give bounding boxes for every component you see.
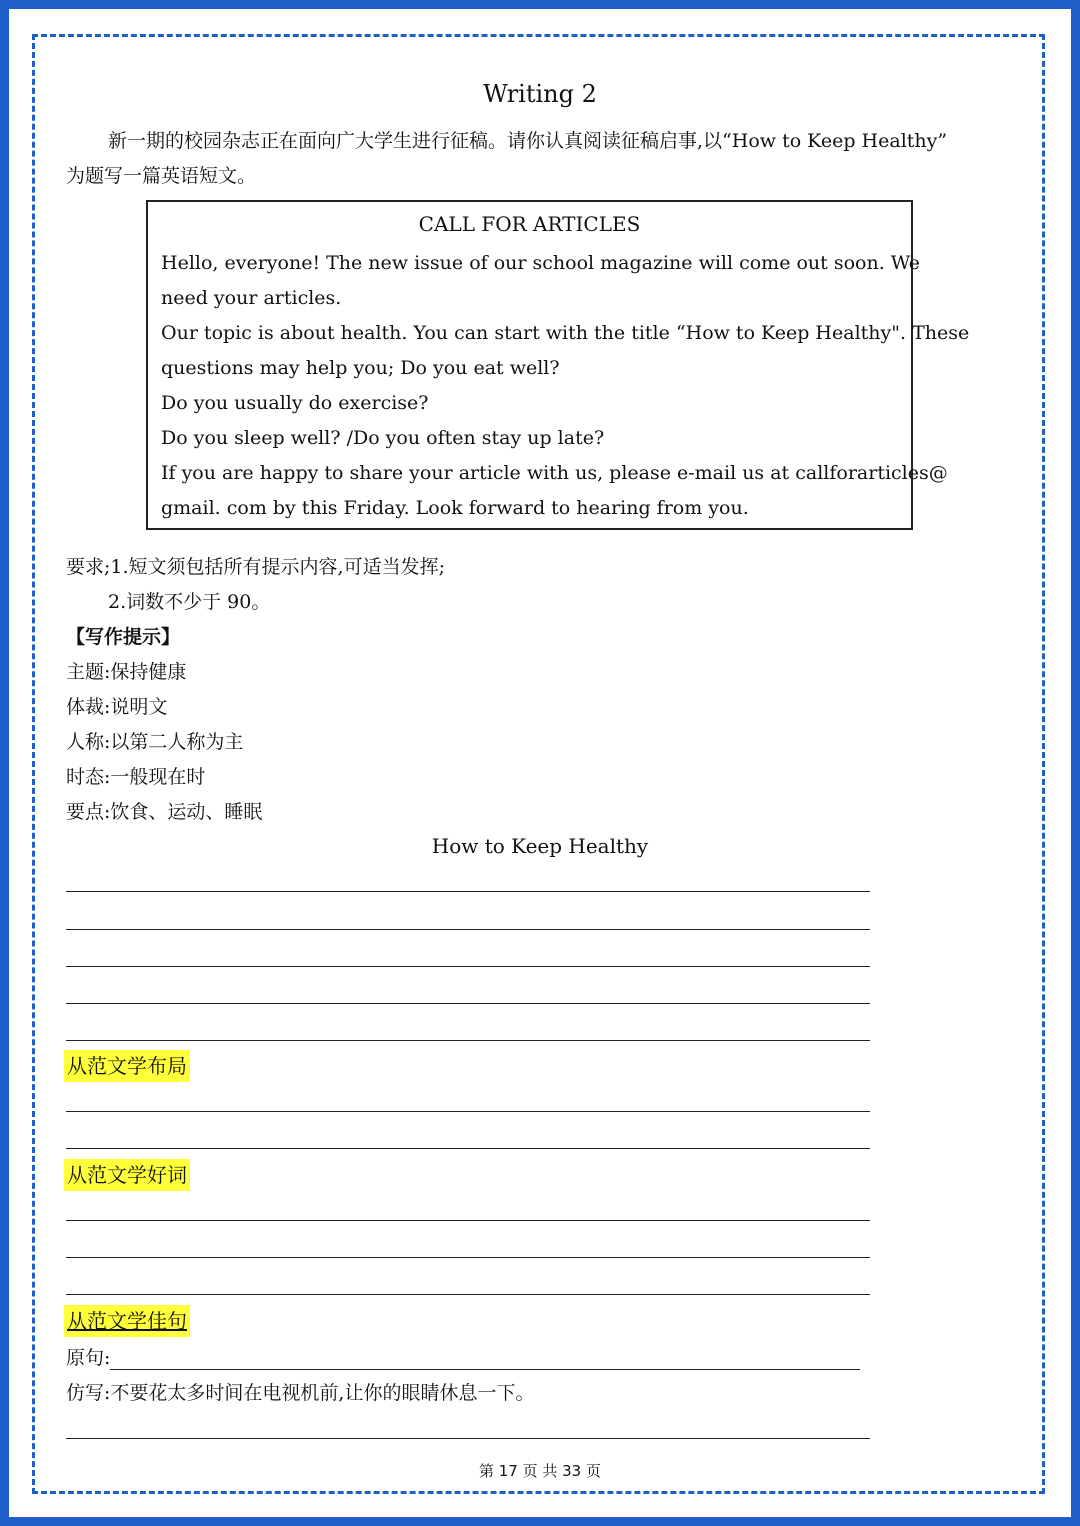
writing-line[interactable] [66,929,870,930]
section-words-heading: 从范文学好词 [64,1159,190,1191]
tip-theme: 主题:保持健康 [66,661,187,683]
intro-paragraph [66,124,1024,194]
tip-genre: 体裁:说明文 [66,696,168,718]
writing-line[interactable] [66,1040,870,1041]
original-sentence-row [66,1343,860,1370]
notice-title: CALL FOR ARTICLES [418,212,641,236]
requirement-line-1: 要求;1.短文须包括所有提示内容,可适当发挥; [66,556,445,578]
tips-heading: 【写作提示】 [66,626,181,648]
notice-line-1: Hello, everyone! The new issue of our school magazine will come out soon. We [161,252,920,274]
original-fill-line[interactable] [110,1347,860,1370]
tip-points: 要点:饮食、运动、睡眠 [66,801,263,823]
writing-line[interactable] [66,1220,870,1221]
writing-line[interactable] [66,1294,870,1295]
section-sentences-heading: 从范文学佳句 [64,1305,190,1337]
notice-line-2: need your articles. [161,287,342,309]
writing-line[interactable] [66,1257,870,1258]
writing-line[interactable] [66,1148,870,1149]
notice-line-7: If you are happy to share your article with us, please e-mail us at callforarticles@ [161,462,948,484]
intro-line-2: 为题写一篇英语短文。 [66,165,257,187]
writing-line[interactable] [66,1003,870,1004]
tip-tense: 时态:一般现在时 [66,766,206,788]
essay-title: How to Keep Healthy [431,834,649,858]
imitation-sentence: 仿写:不要花太多时间在电视机前,让你的眼睛休息一下。 [66,1382,535,1404]
call-for-articles-box [146,200,970,530]
notice-line-6: Do you sleep well? /Do you often stay up late? [161,427,605,449]
tip-person: 人称:以第二人称为主 [66,731,244,753]
page-footer: 第 17 页 共 33 页 [478,1462,601,1480]
requirement-line-2: 2.词数不少于 90。 [108,591,271,613]
page-title: Writing 2 [483,80,597,108]
writing-line[interactable] [66,1438,870,1439]
notice-line-4: questions may help you; Do you eat well? [161,357,560,379]
writing-line[interactable] [66,891,870,892]
notice-line-8: gmail. com by this Friday. Look forward to hearing from you. [161,497,749,519]
notice-line-5: Do you usually do exercise? [161,392,429,414]
intro-line-1: 新一期的校园杂志正在面向广大学生进行征稿。请你认真阅读征稿启事,以“How to Keep Healthy” [108,130,948,152]
writing-line[interactable] [66,966,870,967]
notice-line-3: Our topic is about health. You can start with the title “How to Keep Healthy". These [161,322,970,344]
original-label: 原句: [66,1347,111,1369]
section-layout-heading: 从范文学布局 [64,1050,190,1082]
writing-line[interactable] [66,1111,870,1112]
